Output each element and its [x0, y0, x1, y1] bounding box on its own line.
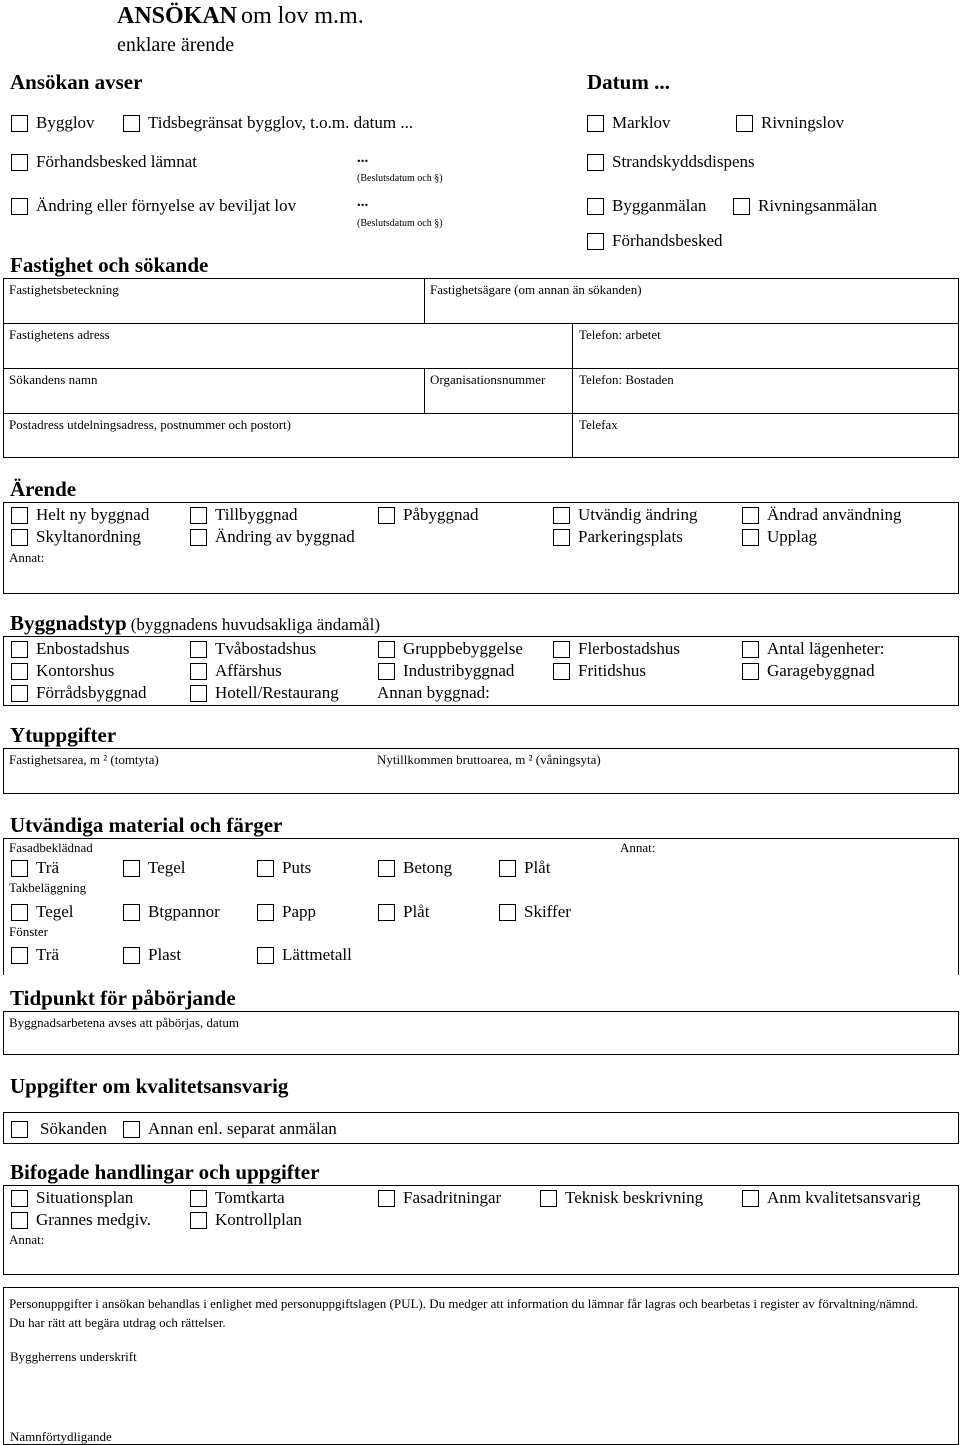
checkbox-icon[interactable]	[733, 198, 750, 215]
checkbox-tillbyggnad[interactable]	[190, 505, 298, 525]
checkbox-rivningsanmalan[interactable]	[733, 196, 877, 216]
checkbox-kvalitet-sokanden[interactable]	[11, 1119, 107, 1139]
checkbox-icon[interactable]	[190, 507, 207, 524]
field-paborjas-datum[interactable]: Byggnadsarbetena avses att påbörjas, datum	[9, 1015, 239, 1030]
checkbox-label: Papp	[282, 902, 316, 921]
field-byggherrens-underskrift[interactable]: Byggherrens underskrift	[10, 1349, 137, 1364]
checkbox-label: Parkeringsplats	[578, 527, 683, 546]
checkbox-icon[interactable]	[257, 904, 274, 921]
checkbox-icon[interactable]	[190, 1190, 207, 1207]
checkbox-pabyggnad[interactable]	[378, 505, 479, 525]
checkbox-label: Tillbyggnad	[215, 505, 298, 524]
checkbox-fasad-plat[interactable]	[499, 858, 550, 878]
checkbox-icon[interactable]	[742, 663, 759, 680]
checkbox-label: Fritidshus	[578, 661, 647, 680]
checkbox-tak-skiffer[interactable]	[499, 902, 571, 922]
section-title-fastighet: Fastighet och sökande	[10, 253, 209, 277]
checkbox-icon[interactable]	[378, 507, 395, 524]
section-title-bifogade: Bifogade handlingar och uppgifter	[10, 1160, 320, 1184]
checkbox-label: Industribyggnad	[403, 661, 515, 680]
checkbox-fasadritningar[interactable]	[378, 1188, 501, 1208]
checkbox-icon[interactable]	[11, 1212, 28, 1229]
checkbox-label: Teknisk beskrivning	[565, 1188, 704, 1207]
field-fastighetsarea[interactable]: Fastighetsarea, m ² (tomtyta)	[9, 752, 159, 767]
checkbox-icon[interactable]	[123, 115, 140, 132]
field-telefon-arbetet[interactable]: Telefon: arbetet	[579, 327, 661, 342]
divider	[3, 838, 4, 975]
checkbox-situationsplan[interactable]	[11, 1188, 133, 1208]
checkbox-anm-kvalitetsansvarig[interactable]	[742, 1188, 920, 1208]
byggnadstyp-title: Byggnadstyp	[10, 611, 127, 635]
checkbox-antal-lagenheter[interactable]	[742, 639, 885, 659]
checkbox-label: Annan enl. separat anmälan	[148, 1119, 337, 1138]
section-title-ytuppgifter: Ytuppgifter	[10, 723, 117, 747]
checkbox-tak-tegel[interactable]	[11, 902, 74, 922]
checkbox-icon[interactable]	[11, 1190, 28, 1207]
checkbox-forhandsbesked[interactable]	[587, 231, 722, 251]
checkbox-label: Rivningslov	[761, 113, 845, 132]
checkbox-icon[interactable]	[553, 641, 570, 658]
checkbox-label: Bygglov	[36, 113, 95, 132]
checkbox-skyltanordning[interactable]	[11, 527, 141, 547]
checkbox-fasad-tegel[interactable]	[123, 858, 186, 878]
checkbox-tak-btgpannor[interactable]	[123, 902, 220, 922]
checkbox-label: Strandskyddsdispens	[612, 152, 755, 171]
checkbox-icon[interactable]	[11, 507, 28, 524]
field-annan-byggnad[interactable]: Annan byggnad:	[377, 683, 490, 702]
checkbox-icon[interactable]	[378, 641, 395, 658]
checkbox-icon[interactable]	[587, 154, 604, 171]
checkbox-bygganmalan[interactable]	[587, 196, 706, 216]
checkbox-label: Plåt	[403, 902, 430, 921]
checkbox-icon[interactable]	[11, 904, 28, 921]
checkbox-tvabostadshus[interactable]	[190, 639, 316, 659]
field-bruttoarea[interactable]: Nytillkommen bruttoarea, m ² (våningsyta)	[377, 752, 601, 767]
checkbox-helt-ny-byggnad[interactable]	[11, 505, 149, 525]
divider	[572, 323, 573, 458]
checkbox-label: Förhandsbesked lämnat	[36, 152, 197, 171]
datum-label: Datum ...	[587, 70, 670, 94]
checkbox-icon[interactable]	[378, 860, 395, 877]
checkbox-icon[interactable]	[11, 685, 28, 702]
section-title-tidpunkt: Tidpunkt för påbörjande	[10, 986, 236, 1010]
checkbox-icon[interactable]	[190, 1212, 207, 1229]
checkbox-label: Grannes medgiv.	[36, 1210, 152, 1229]
checkbox-strandskydd[interactable]	[587, 152, 755, 172]
section-title-byggnadstyp	[10, 611, 380, 636]
checkbox-label: Kontrollplan	[215, 1210, 302, 1229]
checkbox-icon[interactable]	[378, 1190, 395, 1207]
beslut-dots-1: ...	[357, 150, 369, 166]
checkbox-icon[interactable]	[499, 860, 516, 877]
checkbox-icon[interactable]	[540, 1190, 557, 1207]
checkbox-parkeringsplats[interactable]	[553, 527, 683, 547]
checkbox-label: Marklov	[612, 113, 671, 132]
checkbox-label: Ändring av byggnad	[215, 527, 355, 546]
checkbox-label: Kontorshus	[36, 661, 115, 680]
checkbox-label: Gruppbebyggelse	[403, 639, 523, 658]
checkbox-label: Situationsplan	[36, 1188, 134, 1207]
checkbox-andrad-anvandning[interactable]	[742, 505, 902, 525]
field-arende-annat[interactable]: Annat:	[9, 550, 45, 565]
beslut-dots-2: ...	[357, 194, 369, 210]
checkbox-icon[interactable]	[190, 529, 207, 546]
field-fastighetens-adress[interactable]: Fastighetens adress	[9, 327, 110, 342]
divider	[424, 278, 425, 323]
checkbox-tak-plat[interactable]	[378, 902, 429, 922]
checkbox-label: Förhandsbesked	[612, 231, 723, 250]
form-title-rest: om lov m.m.	[241, 3, 364, 29]
checkbox-icon[interactable]	[190, 663, 207, 680]
divider	[3, 413, 959, 414]
section-title-ansokan: Ansökan avser	[10, 70, 143, 94]
checkbox-kvalitet-annan[interactable]	[123, 1119, 337, 1139]
checkbox-icon[interactable]	[11, 947, 28, 964]
checkbox-label: Plåt	[524, 858, 551, 877]
checkbox-icon[interactable]	[11, 154, 28, 171]
checkbox-label: Puts	[282, 858, 312, 877]
checkbox-label: Trä	[36, 945, 59, 964]
checkbox-fasad-puts[interactable]	[257, 858, 311, 878]
checkbox-kontorshus[interactable]	[11, 661, 114, 681]
field-telefax[interactable]: Telefax	[579, 417, 618, 432]
checkbox-icon[interactable]	[742, 641, 759, 658]
field-organisationsnummer[interactable]: Organisationsnummer	[430, 372, 546, 387]
checkbox-label: Lättmetall	[282, 945, 352, 964]
divider	[3, 838, 959, 839]
checkbox-icon[interactable]	[11, 663, 28, 680]
label-fasadbekladnad: Fasadbeklädnad	[9, 840, 93, 855]
checkbox-utvandig-andring[interactable]	[553, 505, 697, 525]
checkbox-icon[interactable]	[736, 115, 753, 132]
section-title-arende: Ärende	[10, 477, 77, 501]
checkbox-label: Betong	[403, 858, 453, 877]
checkbox-fonster-tra[interactable]	[11, 945, 59, 965]
section-title-material: Utvändiga material och färger	[10, 813, 283, 837]
checkbox-icon[interactable]	[123, 904, 140, 921]
beslut-note-1: (Beslutsdatum och §)	[357, 173, 443, 184]
checkbox-icon[interactable]	[378, 904, 395, 921]
checkbox-affarshus[interactable]	[190, 661, 282, 681]
checkbox-icon[interactable]	[123, 947, 140, 964]
checkbox-label: Tegel	[36, 902, 74, 921]
checkbox-icon[interactable]	[742, 1190, 759, 1207]
divider	[958, 838, 959, 975]
checkbox-label: Ändrad användning	[767, 505, 902, 524]
pul-notice: Personuppgifter i ansökan behandlas i enlighet med personuppgiftslagen (PUL). Du medger att information du lämnar får lagras och bearbetas i register av förvaltning/nämnd. Du har rätt att begära utdrag och rättelser.	[9, 1296, 919, 1330]
checkbox-icon[interactable]	[11, 115, 28, 132]
checkbox-icon[interactable]	[742, 507, 759, 524]
checkbox-label: Trä	[36, 858, 59, 877]
checkbox-label: Upplag	[767, 527, 818, 546]
checkbox-icon[interactable]	[11, 198, 28, 215]
checkbox-icon[interactable]	[553, 663, 570, 680]
field-telefon-bostaden[interactable]: Telefon: Bostaden	[579, 372, 674, 387]
checkbox-label: Plast	[148, 945, 182, 964]
field-fastighetsbeteckning[interactable]: Fastighetsbeteckning	[9, 282, 119, 297]
checkbox-icon[interactable]	[257, 947, 274, 964]
checkbox-label: Garagebyggnad	[767, 661, 875, 680]
divider	[424, 368, 425, 413]
checkbox-gruppbebyggelse[interactable]	[378, 639, 523, 659]
checkbox-forradsbyggnad[interactable]	[11, 683, 146, 703]
checkbox-label: Påbyggnad	[403, 505, 479, 524]
checkbox-icon[interactable]	[378, 663, 395, 680]
checkbox-icon[interactable]	[257, 860, 274, 877]
checkbox-label: Hotell/Restaurang	[215, 683, 339, 702]
checkbox-tidsbegransat[interactable]	[123, 113, 413, 133]
divider	[3, 368, 959, 369]
checkbox-fritidshus[interactable]	[553, 661, 646, 681]
checkbox-label: Skiffer	[524, 902, 571, 921]
checkbox-label: Utvändig ändring	[578, 505, 698, 524]
checkbox-label: Antal lägenheter:	[767, 639, 885, 658]
checkbox-label: Flerbostadshus	[578, 639, 680, 658]
checkbox-teknisk-beskrivning[interactable]	[540, 1188, 703, 1208]
checkbox-marklov[interactable]	[587, 113, 671, 133]
checkbox-icon[interactable]	[499, 904, 516, 921]
checkbox-label: Fasadritningar	[403, 1188, 502, 1207]
field-namnfortydligande[interactable]: Namnförtydligande	[10, 1429, 112, 1444]
checkbox-label: Btgpannor	[148, 902, 220, 921]
beslut-note-2: (Beslutsdatum och §)	[357, 218, 443, 229]
checkbox-kontrollplan[interactable]	[190, 1210, 302, 1230]
checkbox-icon[interactable]	[587, 115, 604, 132]
checkbox-icon[interactable]	[190, 685, 207, 702]
checkbox-upplag[interactable]	[742, 527, 817, 547]
checkbox-fasad-betong[interactable]	[378, 858, 452, 878]
checkbox-icon[interactable]	[553, 529, 570, 546]
checkbox-icon[interactable]	[11, 641, 28, 658]
form-title-bold: ANSÖKAN	[117, 3, 238, 29]
form-title	[117, 3, 364, 30]
checkbox-tak-papp[interactable]	[257, 902, 316, 922]
checkbox-label: Bygganmälan	[612, 196, 707, 215]
checkbox-fasad-tra[interactable]	[11, 858, 59, 878]
field-bifogade-annat[interactable]: Annat:	[9, 1232, 45, 1247]
section-title-kvalitet: Uppgifter om kvalitetsansvarig	[10, 1074, 289, 1098]
checkbox-label: Tegel	[148, 858, 186, 877]
checkbox-icon[interactable]	[11, 860, 28, 877]
byggnadstyp-note: (byggnadens huvudsakliga ändamål)	[130, 615, 380, 634]
checkbox-icon[interactable]	[742, 529, 759, 546]
checkbox-icon[interactable]	[11, 1121, 28, 1138]
label-fonster: Fönster	[9, 924, 48, 939]
checkbox-label: Sökanden	[40, 1119, 108, 1138]
checkbox-icon[interactable]	[123, 860, 140, 877]
field-sokandens-namn[interactable]: Sökandens namn	[9, 372, 98, 387]
field-postadress[interactable]: Postadress utdelningsadress, postnummer och postort)	[9, 417, 291, 432]
checkbox-icon[interactable]	[553, 507, 570, 524]
checkbox-label: Anm kvalitetsansvarig	[767, 1188, 921, 1207]
checkbox-fonster-lattmetall[interactable]	[257, 945, 352, 965]
checkbox-label: Rivningsanmälan	[758, 196, 877, 215]
checkbox-tomtkarta[interactable]	[190, 1188, 285, 1208]
checkbox-andring-fornyelse[interactable]	[11, 196, 296, 216]
checkbox-industribyggnad[interactable]	[378, 661, 514, 681]
checkbox-forhandsbesked-lamnat[interactable]	[11, 152, 197, 172]
label-takbelaggning: Takbeläggning	[9, 880, 87, 895]
checkbox-fonster-plast[interactable]	[123, 945, 181, 965]
checkbox-hotell-restaurang[interactable]	[190, 683, 339, 703]
checkbox-label: Tvåbostadshus	[215, 639, 317, 658]
checkbox-icon[interactable]	[11, 529, 28, 546]
checkbox-label: Förrådsbyggnad	[36, 683, 147, 702]
checkbox-icon[interactable]	[587, 198, 604, 215]
field-fastighetsagare[interactable]: Fastighetsägare (om annan än sökanden)	[430, 282, 642, 297]
checkbox-label: Skyltanordning	[36, 527, 141, 546]
checkbox-label: Tidsbegränsat bygglov, t.o.m. datum ...	[148, 113, 414, 132]
checkbox-garagebyggnad[interactable]	[742, 661, 875, 681]
checkbox-label: Enbostadshus	[36, 639, 130, 658]
field-material-annat[interactable]: Annat:	[620, 840, 656, 855]
checkbox-label: Affärshus	[215, 661, 282, 680]
checkbox-grannes-medgivande[interactable]	[11, 1210, 151, 1230]
checkbox-andring-av-byggnad[interactable]	[190, 527, 355, 547]
checkbox-rivningslov[interactable]	[736, 113, 844, 133]
checkbox-label: Ändring eller förnyelse av beviljat lov	[36, 196, 297, 215]
checkbox-label: Helt ny byggnad	[36, 505, 150, 524]
checkbox-icon[interactable]	[123, 1121, 140, 1138]
checkbox-enbostadshus[interactable]	[11, 639, 130, 659]
checkbox-icon[interactable]	[587, 233, 604, 250]
checkbox-flerbostadshus[interactable]	[553, 639, 680, 659]
form-subtitle: enklare ärende	[117, 34, 235, 56]
checkbox-icon[interactable]	[190, 641, 207, 658]
checkbox-label: Tomtkarta	[215, 1188, 285, 1207]
divider	[3, 323, 959, 324]
checkbox-bygglov[interactable]	[11, 113, 95, 133]
